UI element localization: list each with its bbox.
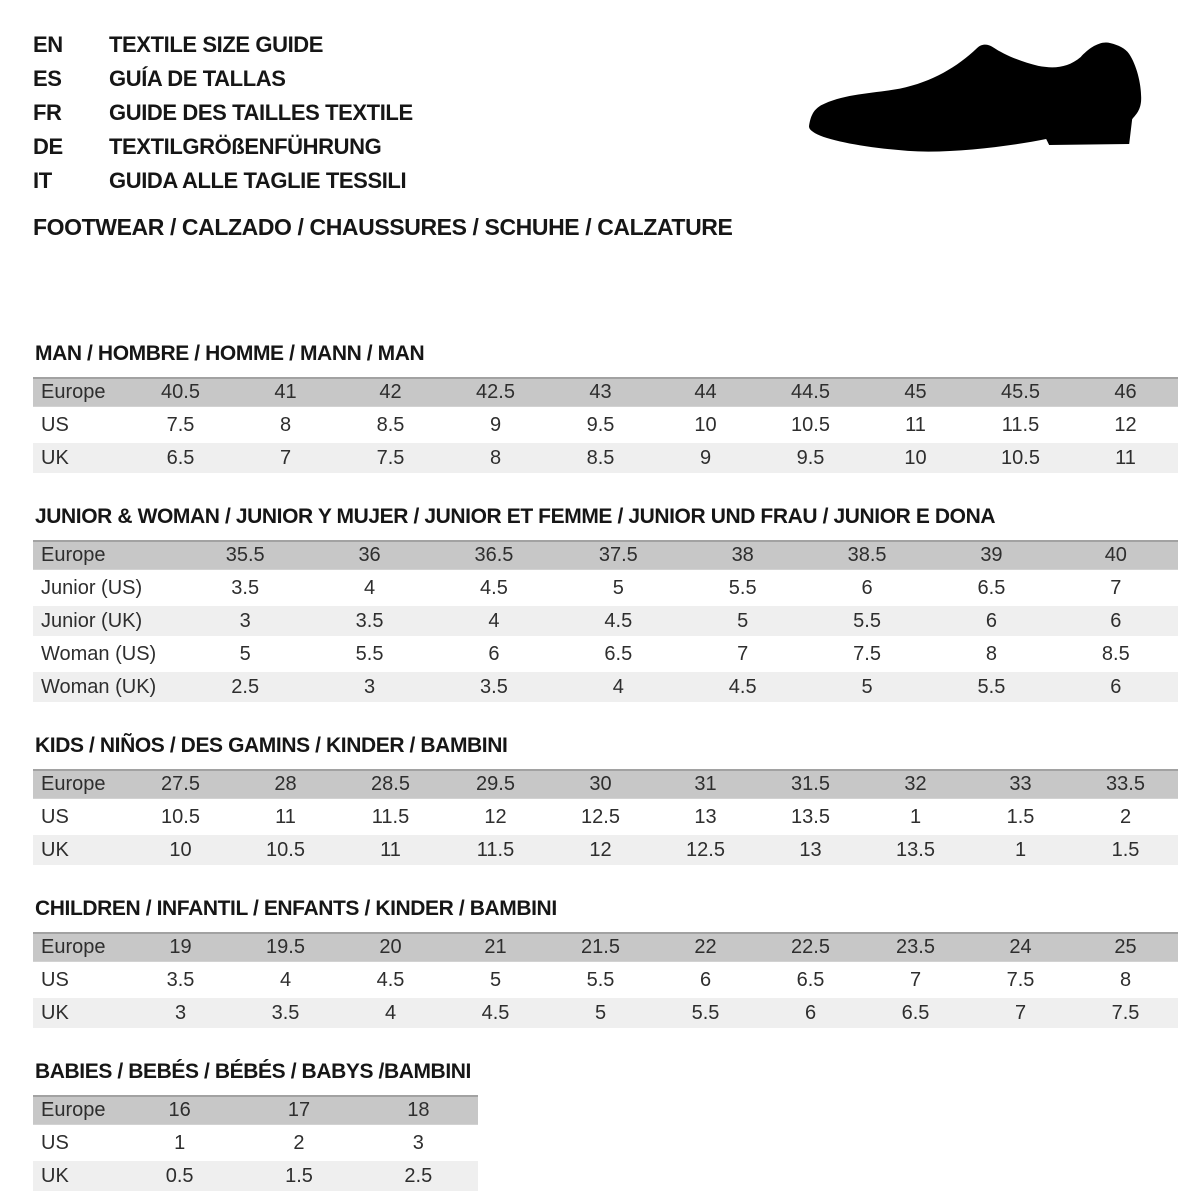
row-label-cell: Europe xyxy=(33,540,183,570)
size-table-title-children: CHILDREN / INFANTIL / ENFANTS / KINDER / BAMBINI xyxy=(35,897,557,920)
table-row-data xyxy=(33,410,1178,440)
row-label-cell: UK xyxy=(33,998,128,1028)
page-header xyxy=(33,0,1178,242)
size-value-cell: 39 xyxy=(929,540,1053,570)
size-value-cell: 11 xyxy=(233,802,338,832)
table-row-data xyxy=(33,443,1178,473)
size-value-cell: 7 xyxy=(863,965,968,995)
size-value-cell: 7.5 xyxy=(968,965,1073,995)
table-row-data xyxy=(33,802,1178,832)
size-value-cell: 1.5 xyxy=(968,802,1073,832)
size-value-cell: 22 xyxy=(653,932,758,962)
size-value-cell: 12 xyxy=(443,802,548,832)
size-value-cell: 21 xyxy=(443,932,548,962)
size-value-cell: 9 xyxy=(443,410,548,440)
size-value-cell: 6.5 xyxy=(758,965,863,995)
size-value-cell: 11 xyxy=(863,410,968,440)
size-value-cell: 27.5 xyxy=(128,769,233,799)
table-row-header xyxy=(33,932,1178,962)
table-row-header xyxy=(33,1095,478,1125)
language-code: FR xyxy=(33,100,62,125)
size-value-cell: 12 xyxy=(548,835,653,865)
size-value-cell: 5 xyxy=(548,998,653,1028)
size-value-cell: 19.5 xyxy=(233,932,338,962)
size-value-cell: 13.5 xyxy=(758,802,863,832)
size-value-cell: 11.5 xyxy=(968,410,1073,440)
size-value-cell: 2.5 xyxy=(183,672,307,702)
size-value-cell: 13 xyxy=(653,802,758,832)
size-value-cell: 10 xyxy=(653,410,758,440)
size-value-cell: 3.5 xyxy=(128,965,233,995)
size-value-cell: 3.5 xyxy=(432,672,556,702)
table-row-data xyxy=(33,1161,478,1191)
size-value-cell: 38 xyxy=(681,540,805,570)
size-table-title-junior-woman: JUNIOR & WOMAN / JUNIOR Y MUJER / JUNIOR ET FEMME / JUNIOR UND FRAU / JUNIOR E DONA xyxy=(35,505,996,528)
size-value-cell: 7.5 xyxy=(338,443,443,473)
size-value-cell: 12 xyxy=(1073,410,1178,440)
size-value-cell: 6.5 xyxy=(863,998,968,1028)
size-value-cell: 33 xyxy=(968,769,1073,799)
size-value-cell: 18 xyxy=(359,1095,478,1125)
size-table-section-junior-woman xyxy=(33,505,1178,705)
size-value-cell: 10.5 xyxy=(758,410,863,440)
size-value-cell: 7.5 xyxy=(128,410,233,440)
guide-title-en: TEXTILE SIZE GUIDE xyxy=(109,32,324,57)
size-value-cell: 1 xyxy=(863,802,968,832)
size-value-cell: 6.5 xyxy=(128,443,233,473)
size-value-cell: 1.5 xyxy=(1073,835,1178,865)
row-label-cell: Europe xyxy=(33,932,128,962)
size-value-cell: 31.5 xyxy=(758,769,863,799)
table-row-data xyxy=(33,639,1178,669)
size-value-cell: 6 xyxy=(758,998,863,1028)
size-table-children xyxy=(33,929,1178,1031)
size-value-cell: 24 xyxy=(968,932,1073,962)
size-value-cell: 12.5 xyxy=(653,835,758,865)
size-table-babies xyxy=(33,1092,478,1194)
row-label-cell: Woman (UK) xyxy=(33,672,183,702)
size-value-cell: 33.5 xyxy=(1073,769,1178,799)
row-label-cell: US xyxy=(33,965,128,995)
row-label-cell: Europe xyxy=(33,769,128,799)
size-value-cell: 0.5 xyxy=(120,1161,239,1191)
size-value-cell: 5 xyxy=(443,965,548,995)
size-value-cell: 36 xyxy=(307,540,431,570)
size-value-cell: 10 xyxy=(863,443,968,473)
row-label-cell: Junior (UK) xyxy=(33,606,183,636)
size-value-cell: 5 xyxy=(805,672,929,702)
size-value-cell: 4.5 xyxy=(338,965,443,995)
row-label-cell: Europe xyxy=(33,1095,120,1125)
size-value-cell: 5.5 xyxy=(548,965,653,995)
size-value-cell: 2 xyxy=(239,1128,358,1158)
row-label-cell: Europe xyxy=(33,377,128,407)
size-value-cell: 3.5 xyxy=(233,998,338,1028)
size-value-cell: 30 xyxy=(548,769,653,799)
size-value-cell: 3.5 xyxy=(183,573,307,603)
row-label-cell: UK xyxy=(33,443,128,473)
language-code: ES xyxy=(33,66,62,91)
size-value-cell: 3.5 xyxy=(307,606,431,636)
size-value-cell: 32 xyxy=(863,769,968,799)
size-value-cell: 6 xyxy=(1054,606,1178,636)
size-value-cell: 7.5 xyxy=(805,639,929,669)
table-row-data xyxy=(33,965,1178,995)
size-value-cell: 20 xyxy=(338,932,443,962)
size-value-cell: 12.5 xyxy=(548,802,653,832)
size-value-cell: 9 xyxy=(653,443,758,473)
size-value-cell: 6 xyxy=(1054,672,1178,702)
size-value-cell: 37.5 xyxy=(556,540,680,570)
size-value-cell: 7 xyxy=(233,443,338,473)
size-value-cell: 45 xyxy=(863,377,968,407)
size-value-cell: 1 xyxy=(968,835,1073,865)
guide-title-fr: GUIDE DES TAILLES TEXTILE xyxy=(109,100,413,125)
row-label-cell: Junior (US) xyxy=(33,573,183,603)
size-value-cell: 8 xyxy=(929,639,1053,669)
row-label-cell: UK xyxy=(33,1161,120,1191)
size-value-cell: 4 xyxy=(338,998,443,1028)
table-row-data xyxy=(33,998,1178,1028)
size-value-cell: 5 xyxy=(556,573,680,603)
table-row-header xyxy=(33,377,1178,407)
size-value-cell: 3 xyxy=(183,606,307,636)
guide-title-es: GUÍA DE TALLAS xyxy=(109,66,286,91)
size-value-cell: 6.5 xyxy=(929,573,1053,603)
size-value-cell: 10.5 xyxy=(233,835,338,865)
size-value-cell: 5.5 xyxy=(307,639,431,669)
size-value-cell: 2.5 xyxy=(359,1161,478,1191)
size-value-cell: 5.5 xyxy=(805,606,929,636)
size-value-cell: 19 xyxy=(128,932,233,962)
table-row-data xyxy=(33,672,1178,702)
size-value-cell: 25 xyxy=(1073,932,1178,962)
size-table-section-kids xyxy=(33,734,1178,868)
size-value-cell: 38.5 xyxy=(805,540,929,570)
category-heading: FOOTWEAR / CALZADO / CHAUSSURES / SCHUHE / CALZATURE xyxy=(33,214,733,240)
size-value-cell: 8 xyxy=(1073,965,1178,995)
row-label-cell: US xyxy=(33,802,128,832)
size-value-cell: 36.5 xyxy=(432,540,556,570)
size-value-cell: 7.5 xyxy=(1073,998,1178,1028)
size-value-cell: 42 xyxy=(338,377,443,407)
size-value-cell: 8 xyxy=(443,443,548,473)
size-value-cell: 6 xyxy=(929,606,1053,636)
row-label-cell: Woman (US) xyxy=(33,639,183,669)
size-value-cell: 7 xyxy=(968,998,1073,1028)
row-label-cell: US xyxy=(33,410,128,440)
size-table-section-babies xyxy=(33,1060,1178,1194)
size-value-cell: 9.5 xyxy=(758,443,863,473)
size-value-cell: 4.5 xyxy=(432,573,556,603)
size-value-cell: 5.5 xyxy=(929,672,1053,702)
size-value-cell: 10.5 xyxy=(128,802,233,832)
size-value-cell: 40 xyxy=(1054,540,1178,570)
size-value-cell: 13.5 xyxy=(863,835,968,865)
size-value-cell: 6 xyxy=(653,965,758,995)
table-row-data xyxy=(33,1128,478,1158)
size-value-cell: 31 xyxy=(653,769,758,799)
size-value-cell: 4 xyxy=(307,573,431,603)
size-value-cell: 35.5 xyxy=(183,540,307,570)
size-value-cell: 5.5 xyxy=(681,573,805,603)
size-value-cell: 44 xyxy=(653,377,758,407)
size-value-cell: 44.5 xyxy=(758,377,863,407)
size-value-cell: 8.5 xyxy=(548,443,653,473)
size-value-cell: 28 xyxy=(233,769,338,799)
size-value-cell: 4.5 xyxy=(443,998,548,1028)
size-value-cell: 9.5 xyxy=(548,410,653,440)
size-value-cell: 46 xyxy=(1073,377,1178,407)
size-value-cell: 21.5 xyxy=(548,932,653,962)
size-table-man xyxy=(33,374,1178,476)
size-value-cell: 4 xyxy=(556,672,680,702)
size-value-cell: 8 xyxy=(233,410,338,440)
size-value-cell: 28.5 xyxy=(338,769,443,799)
size-value-cell: 13 xyxy=(758,835,863,865)
size-value-cell: 45.5 xyxy=(968,377,1073,407)
size-value-cell: 2 xyxy=(1073,802,1178,832)
language-code: DE xyxy=(33,134,63,159)
size-value-cell: 1.5 xyxy=(239,1161,358,1191)
size-value-cell: 11 xyxy=(338,835,443,865)
size-value-cell: 6 xyxy=(432,639,556,669)
size-value-cell: 22.5 xyxy=(758,932,863,962)
table-row-header xyxy=(33,769,1178,799)
size-value-cell: 6 xyxy=(805,573,929,603)
row-label-cell: US xyxy=(33,1128,120,1158)
size-value-cell: 3 xyxy=(359,1128,478,1158)
size-table-junior-woman xyxy=(33,537,1178,705)
size-value-cell: 3 xyxy=(307,672,431,702)
size-table-section-children xyxy=(33,897,1178,1031)
size-value-cell: 4 xyxy=(233,965,338,995)
size-value-cell: 7 xyxy=(681,639,805,669)
size-table-section-man xyxy=(33,342,1178,476)
guide-title-de: TEXTILGRÖßENFÜHRUNG xyxy=(109,134,382,159)
guide-title-it: GUIDA ALLE TAGLIE TESSILI xyxy=(109,168,407,193)
size-value-cell: 41 xyxy=(233,377,338,407)
size-value-cell: 10 xyxy=(128,835,233,865)
dress-shoe-icon xyxy=(809,24,1145,174)
row-label-cell: UK xyxy=(33,835,128,865)
size-value-cell: 11.5 xyxy=(338,802,443,832)
size-table-kids xyxy=(33,766,1178,868)
size-value-cell: 3 xyxy=(128,998,233,1028)
size-value-cell: 42.5 xyxy=(443,377,548,407)
size-value-cell: 1 xyxy=(120,1128,239,1158)
size-tables xyxy=(33,342,1178,1194)
size-table-title-man: MAN / HOMBRE / HOMME / MANN / MAN xyxy=(35,342,425,365)
size-value-cell: 43 xyxy=(548,377,653,407)
size-value-cell: 7 xyxy=(1054,573,1178,603)
size-value-cell: 5 xyxy=(183,639,307,669)
language-code: EN xyxy=(33,32,63,57)
language-code: IT xyxy=(33,168,52,193)
size-value-cell: 10.5 xyxy=(968,443,1073,473)
size-value-cell: 4.5 xyxy=(556,606,680,636)
size-value-cell: 8.5 xyxy=(338,410,443,440)
table-row-data xyxy=(33,573,1178,603)
size-value-cell: 23.5 xyxy=(863,932,968,962)
size-value-cell: 17 xyxy=(239,1095,358,1125)
size-value-cell: 11.5 xyxy=(443,835,548,865)
size-value-cell: 11 xyxy=(1073,443,1178,473)
size-value-cell: 4 xyxy=(432,606,556,636)
table-row-data xyxy=(33,835,1178,865)
size-table-title-kids: KIDS / NIÑOS / DES GAMINS / KINDER / BAMBINI xyxy=(35,734,508,757)
size-table-title-babies: BABIES / BEBÉS / BÉBÉS / BABYS /BAMBINI xyxy=(35,1060,471,1083)
table-row-data xyxy=(33,606,1178,636)
size-value-cell: 29.5 xyxy=(443,769,548,799)
size-value-cell: 40.5 xyxy=(128,377,233,407)
size-value-cell: 16 xyxy=(120,1095,239,1125)
size-value-cell: 4.5 xyxy=(681,672,805,702)
size-value-cell: 5.5 xyxy=(653,998,758,1028)
size-value-cell: 8.5 xyxy=(1054,639,1178,669)
size-value-cell: 6.5 xyxy=(556,639,680,669)
size-value-cell: 5 xyxy=(681,606,805,636)
table-row-header xyxy=(33,540,1178,570)
